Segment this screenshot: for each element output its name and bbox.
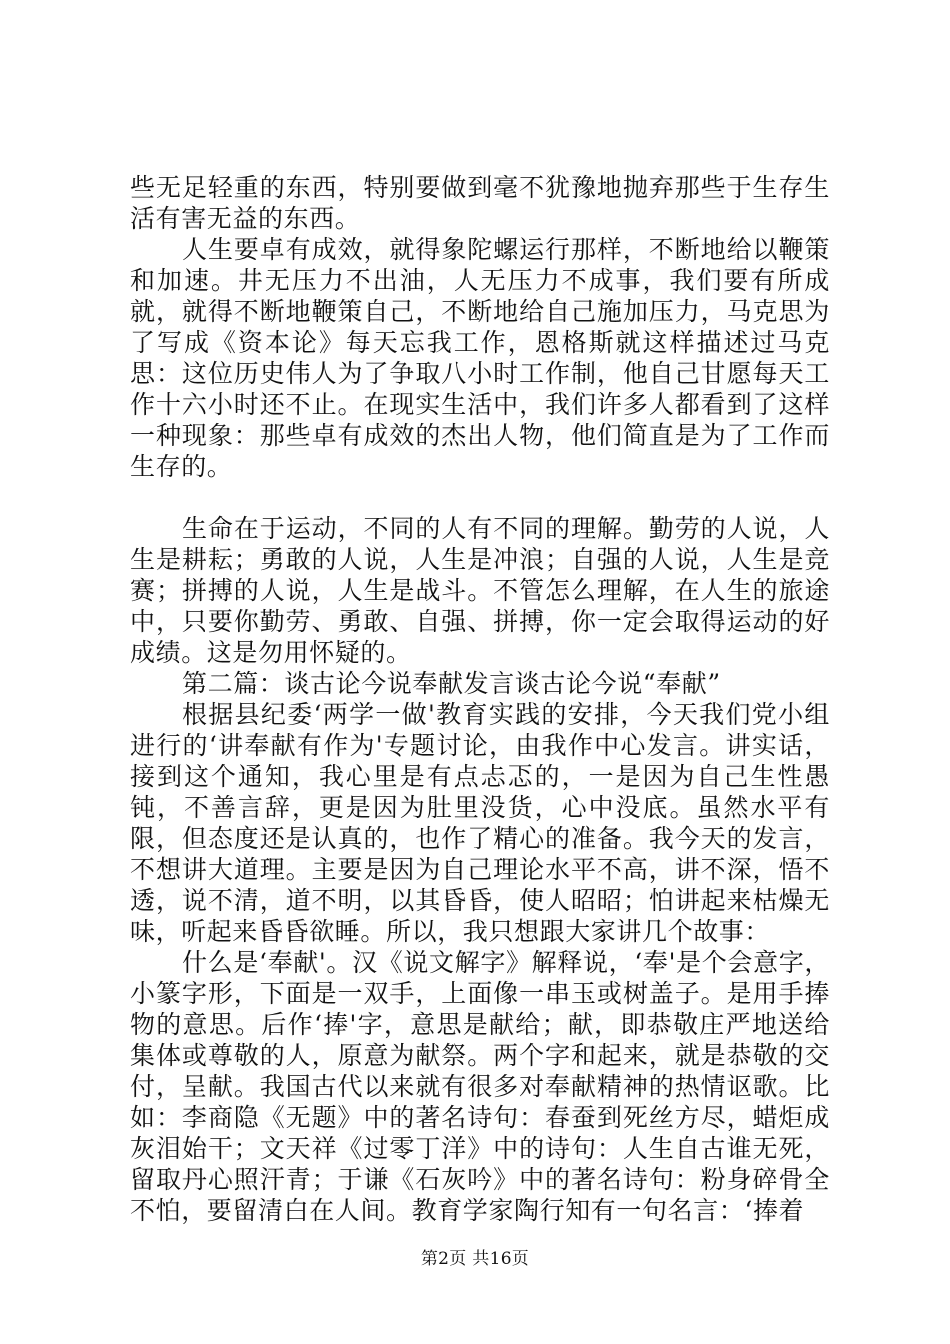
section-heading: 第二篇：谈古论今说奉献发言谈古论今说“奉献” <box>182 669 721 698</box>
paragraph-gap <box>130 482 830 513</box>
paragraph-spinning-top: 人生要卓有成效，就得象陀螺运行那样，不断地给以鞭策和加速。井无压力不出油，人无压力不成事，我们要有所成就，就得不断地鞭策自己，不断地给自己施加压力，马克思为了写成《资本论》每天忘我工作，恩格斯就这样描述过马克思：这位历史伟人为了争取八小时工作制，他自己甘愿每天工作十六小时还不止。在现实生活中，我们许多人都看到了这样一种现象：那些卓有成效的杰出人物，他们简直是为了工作而生存的。 <box>130 235 830 481</box>
page-number: 第2页 共16页 <box>420 1249 530 1269</box>
paragraph-continuation: 些无足轻重的东西，特别要做到毫不犹豫地抛弃那些于生存生活有害无益的东西。 <box>130 173 830 233</box>
paragraph-speech-intro: 根据县纪委‘两学一做'教育实践的安排，今天我们党小组进行的‘讲奉献有作为'专题讨论，由我作中心发言。讲实话，接到这个通知，我心里是有点忐忑的，一是因为自己生性愚钝，不善言辞，更是因为肚里没货，心中没底。虽然水平有限，但态度还是认真的，也作了精心的准备。我今天的发言，不想讲大道理。主要是因为自己理论水平不高，讲不深，悟不透，说不清，道不明，以其昏昏，使人昭昭；怕讲起来枯燥无味，听起来昏昏欲睡。所以，我只想跟大家讲几个故事： <box>130 700 830 946</box>
paragraph-life-motion: 生命在于运动，不同的人有不同的理解。勤劳的人说，人生是耕耘；勇敢的人说，人生是冲浪；自强的人说，人生是竞赛；拼搏的人说，人生是战斗。不管怎么理解，在人生的旅途中，只要你勤劳、勇敢、自强、拼搏，你一定会取得运动的好成绩。这是勿用怀疑的。 <box>130 514 830 667</box>
paragraph-what-is-dedication: 什么是‘奉献'。汉《说文解字》解释说，‘奉'是个会意字，小篆字形，下面是一双手，上面像一串玉或树盖子。是用手捧物的意思。后作‘捧'字，意思是献给；献，即恭敬庄严地送给集体或尊敬的人，原意为献祭。两个字和起来，就是恭敬的交付，呈献。我国古代以来就有很多对奉献精神的热情讴歌。比如：李商隐《无题》中的著名诗句：春蚕到死丝方尽，蜡炬成灰泪始干；文天祥《过零丁洋》中的诗句：人生自古谁无死，留取丹心照汗青；于谦《石灰吟》中的著名诗句：粉身碎骨全不怕，要留清白在人间。教育学家陶行知有一句名言：‘捧着 <box>130 948 830 1225</box>
document-body <box>130 172 830 1226</box>
